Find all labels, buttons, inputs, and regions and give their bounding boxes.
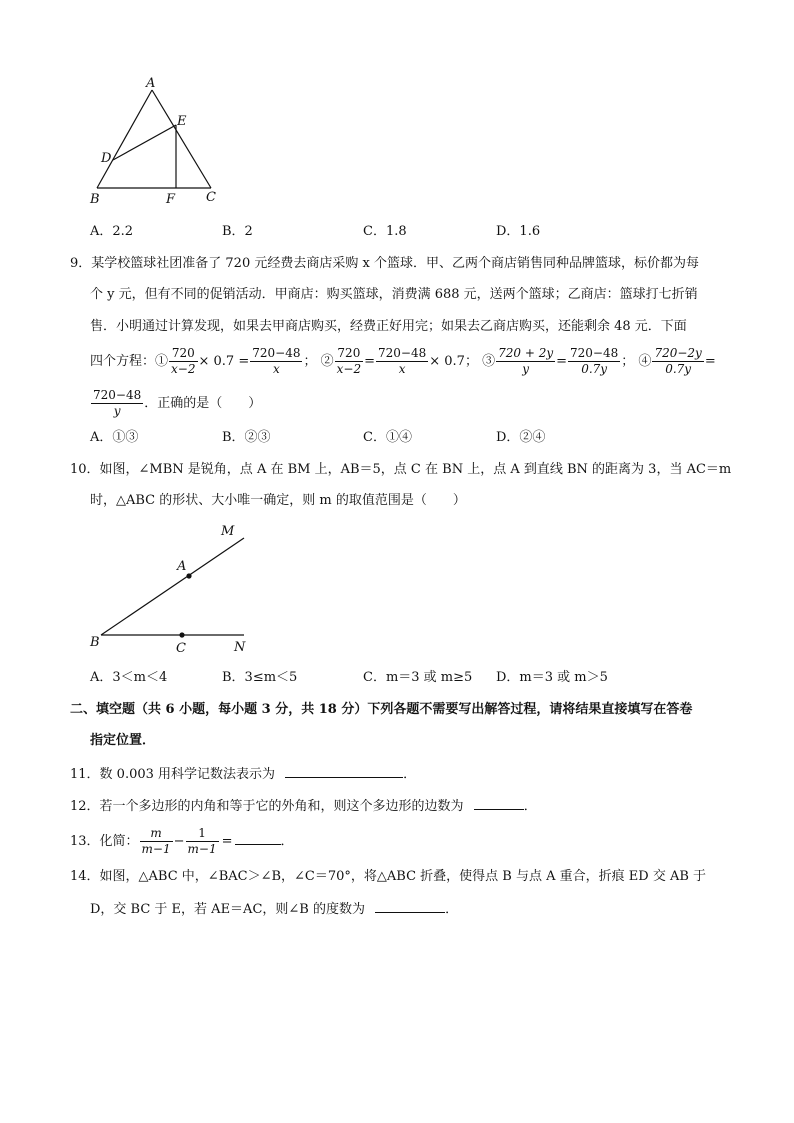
q10-option-b: B．3≤m＜5: [222, 670, 298, 685]
q13-frac2: $\frac{1}{m-1}$: [187, 826, 217, 856]
q9-line-3: 售．小明通过计算发现，如果去甲商店购买，经费正好用完；如果去乙商店购买，还能剩余 48 元．下面: [90, 319, 687, 334]
q14-line-1: 14．如图，△ABC 中，∠BAC＞∠B，∠C＝70°，将△ABC 折叠，使得点 B 与点 A 重合，折痕 ED 交 AB 于: [70, 869, 707, 884]
eq3-frac1: $\frac{720 + 2y}{y}$: [498, 346, 554, 376]
label-B: B: [90, 635, 100, 650]
q9-option-a: A．①③: [90, 430, 139, 445]
triangle-figure-q8: [80, 70, 230, 210]
q9-line-1: 9．某学校篮球社团准备了 720 元经费去商店采购 x 个篮球．甲、乙两个商店销售同种品牌篮球，标价都为每: [70, 256, 699, 271]
label-D: D: [101, 151, 112, 166]
eq1-frac2: $\frac{720-48}{x}$: [252, 346, 301, 376]
q10-option-d: D．m＝3 或 m＞5: [496, 670, 608, 685]
q14-line-2: D，交 BC 于 E，若 AE＝AC，则∠B 的度数为 ．: [90, 898, 458, 920]
label-A: A: [177, 559, 187, 574]
q9-option-d: D．②④: [496, 430, 546, 445]
label-B: B: [90, 192, 100, 207]
q10-line-2: 时，△ABC 的形状、大小唯一确定，则 m 的取值范围是（ ）: [90, 493, 466, 508]
eq4-frac2: $\frac{720-48}{y}$: [93, 388, 142, 418]
q13: 13．化简： $\frac{m}{m-1}$ − $\frac{1}{m-1}$ = ．: [70, 826, 294, 856]
section-2-heading: 二、填空题（共 6 小题，每小题 3 分，共 18 分）下列各题不需要写出解答过程，请将结果直接填写在答卷: [70, 702, 693, 717]
q10-option-c: C．m＝3 或 m≥5: [363, 670, 473, 685]
eq2-mark: ②: [320, 354, 334, 369]
eq3-frac2: $\frac{720-48}{0.7y}$: [570, 346, 619, 376]
q8-option-c: C．1.8: [363, 224, 407, 239]
q9-equation-tail: $\frac{720-48}{y}$ ．正确的是（ ）: [93, 388, 262, 418]
q9-option-c: C．①④: [363, 430, 412, 445]
q10-line-1: 10．如图，∠MBN 是锐角，点 A 在 BM 上，AB＝5，点 C 在 BN 上，点 A 到直线 BN 的距离为 3，当 AC＝m: [70, 462, 732, 477]
q13-answer-blank[interactable]: [235, 830, 281, 845]
eq2-frac2: $\frac{720-48}{x}$: [378, 346, 427, 376]
q9-option-b: B．②③: [222, 430, 271, 445]
eq3-mark: ③: [482, 354, 496, 369]
q10-option-a: A．3＜m＜4: [90, 670, 168, 685]
label-M: M: [221, 524, 235, 539]
label-E: E: [177, 114, 187, 129]
eq1-frac1: $\frac{720}{x-2}$: [171, 346, 196, 376]
eq1-mark: ①: [155, 354, 169, 369]
q12-answer-blank[interactable]: [474, 795, 524, 810]
q12: 12．若一个多边形的内角和等于它的外角和，则这个多边形的边数为 ．: [70, 795, 537, 817]
label-F: F: [166, 192, 176, 207]
angle-figure-q10: [80, 515, 270, 660]
q8-option-b: B．2: [222, 224, 253, 239]
q8-option-a: A．2.2: [90, 224, 134, 239]
label-C: C: [206, 190, 216, 205]
q13-frac1: $\frac{m}{m-1}$: [141, 826, 171, 856]
q9-equations: 四个方程：① $\frac{720}{x-2}$ × 0.7 = $\frac{720-48}{x}$ ； ② $\frac{720}{x-2}$ = $\frac{720-48}{x}$ × 0.7； ③ $\frac{720 + 2y}{y}$ = $\frac{720-48}{0.7y}$ ； ④ $\frac{720-2y}{0.7y}$ =: [90, 346, 716, 376]
q9-line-2: 个 y 元，但有不同的促销活动．甲商店：购买篮球，消费满 688 元，送两个篮球；乙商店：篮球打七折销: [90, 287, 698, 302]
q8-option-d: D．1.6: [496, 224, 541, 239]
label-N: N: [234, 640, 246, 655]
section-2-heading-cont: 指定位置．: [90, 733, 156, 748]
eq4-frac1: $\frac{720-2y}{0.7y}$: [654, 346, 702, 376]
eq2-frac1: $\frac{720}{x-2}$: [336, 346, 362, 376]
q14-answer-blank[interactable]: [375, 898, 445, 913]
label-C: C: [176, 641, 186, 656]
eq4-mark: ④: [638, 354, 652, 369]
q11: 11．数 0.003 用科学记数法表示为 ．: [70, 763, 416, 785]
label-A: A: [146, 76, 156, 91]
q11-answer-blank[interactable]: [285, 763, 403, 778]
